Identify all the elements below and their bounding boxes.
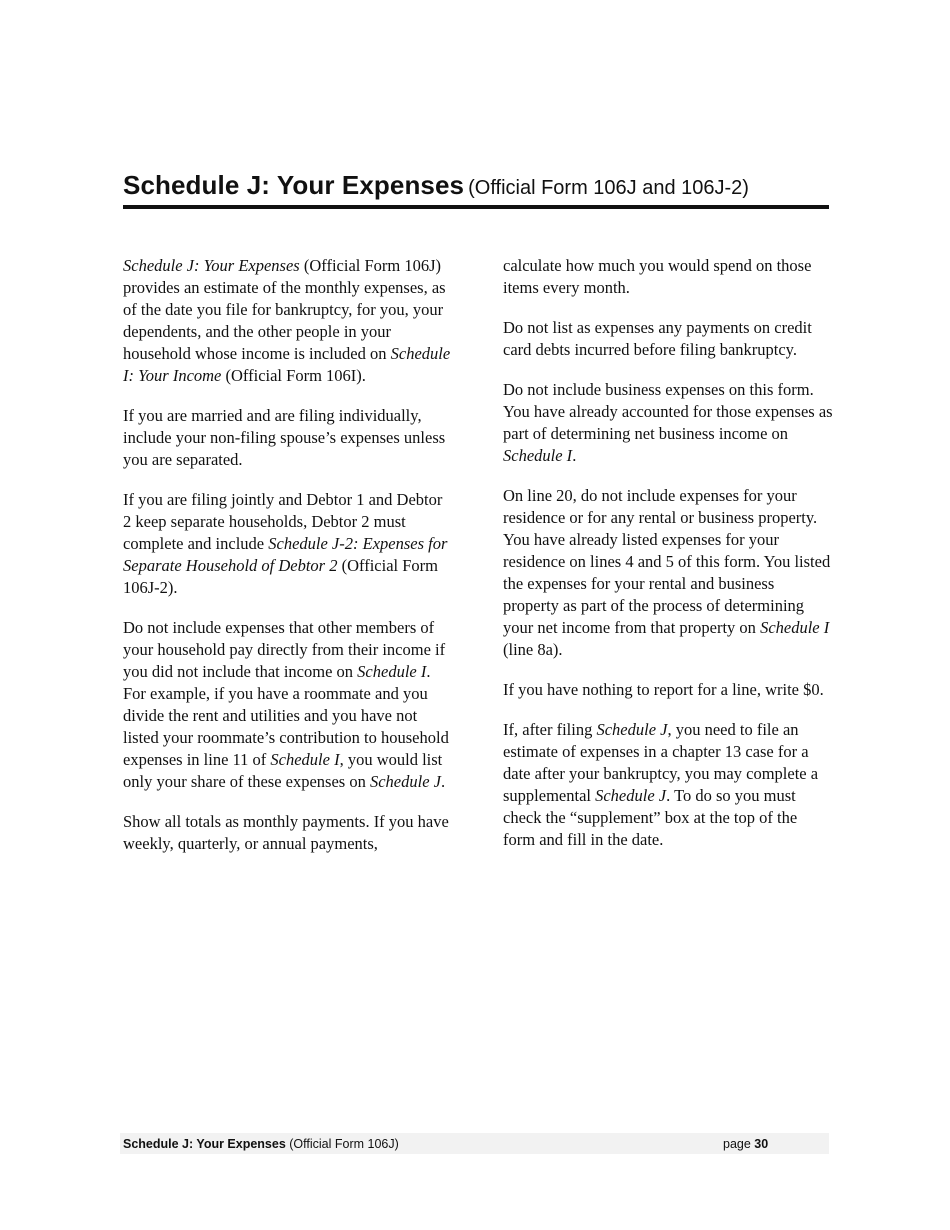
left-column (123, 255, 453, 873)
right-column (503, 255, 833, 869)
paragraph-jointly: If you are filing jointly and Debtor 1 and Debtor 2 keep separate households, Debtor 2 must complete and include Schedule J-2: Expenses for Separate Household of Debtor 2 (Official Form 106J-2). (123, 490, 448, 597)
paragraph-credit-card: Do not list as expenses any payments on credit card debts incurred before filing bankruptcy. (503, 318, 812, 359)
page-title: Schedule J: Your Expenses (123, 170, 465, 200)
paragraph-supplement: If, after filing Schedule J, you need to file an estimate of expenses in a chapter 13 case for a date after your bankruptcy, you may complete a supplemental Schedule J. To do so you must check the “supplement” box at the top of the form and fill in the date. (503, 720, 819, 849)
paragraph-overview: Schedule J: Your Expenses (Official Form 106J) provides an estimate of the monthly expenses, as of the date you file for bankruptcy, for you, your dependents, and the other people in your household whose income is included on Schedule I: Your Income (Official Form 106I). (123, 256, 451, 385)
paragraph-married: If you are married and are filing individually, include your non-filing spouse’s expenses unless you are separated. (123, 406, 446, 469)
paragraph-line-20: On line 20, do not include expenses for your residence or for any rental or business property. You have already listed expenses for your residence on lines 4 and 5 of this form. You listed the expenses for your rental and business property as part of the process of determining your net income from that property on Schedule I (line 8a). (503, 486, 831, 659)
footer-title: Schedule J: Your Expenses (Official Form 106J) (123, 1137, 399, 1151)
paragraph-nothing: If you have nothing to report for a line, write $0. (503, 680, 824, 699)
page-number: page 30 (723, 1137, 769, 1151)
paragraph-calculate: calculate how much you would spend on those items every month. (503, 256, 812, 297)
paragraph-household-members: Do not include expenses that other members of your household pay directly from their income if you did not include that income on Schedule I. For example, if you have a roommate and you divide the rent and utilities and you have not listed your roommate’s contribution to household expenses in line 11 of Schedule I, you would list only your share of these expenses on Schedule J. (123, 618, 449, 791)
page-footer (120, 1133, 829, 1154)
page-subtitle: (Official Form 106J and 106J-2) (468, 177, 749, 199)
paragraph-monthly-totals: Show all totals as monthly payments. If you have weekly, quarterly, or annual payments, (123, 812, 449, 853)
page-header (123, 170, 829, 209)
paragraph-business: Do not include business expenses on this form. You have already accounted for those expenses as part of determining net business income on Schedule I. (503, 380, 833, 465)
